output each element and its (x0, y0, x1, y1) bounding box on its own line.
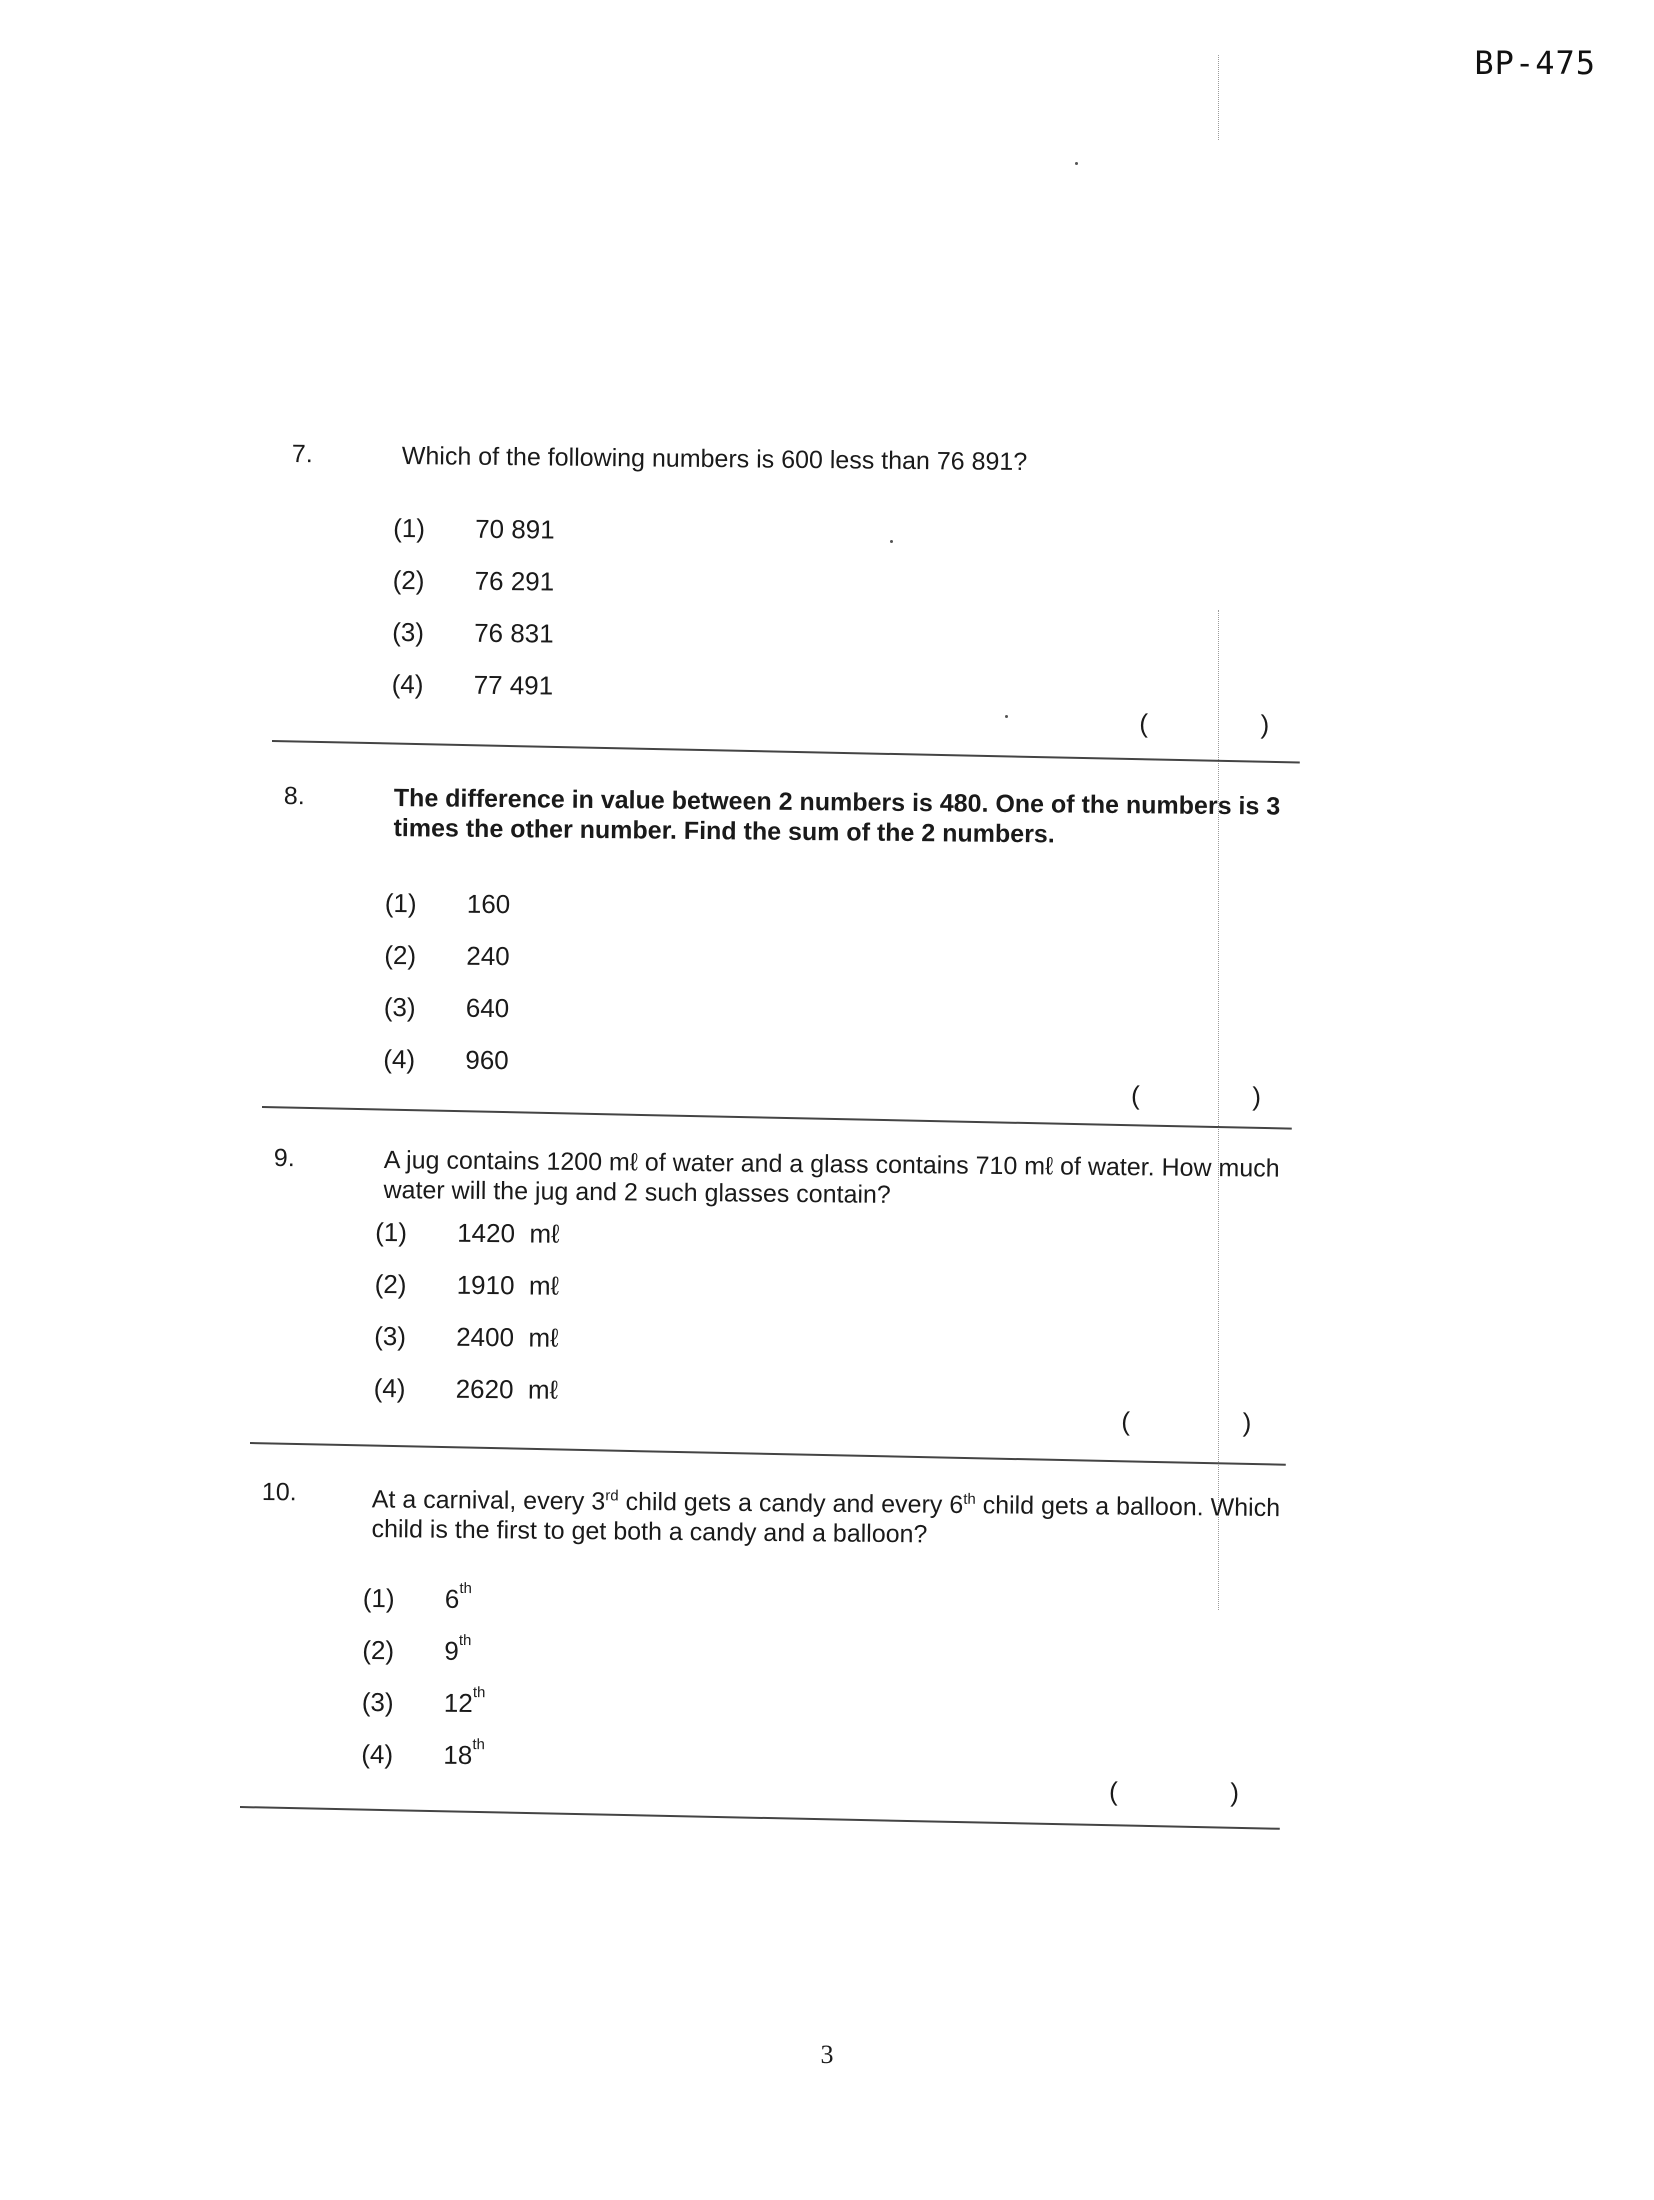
option-4 (361, 1736, 485, 1792)
question-10 (261, 1478, 1342, 1808)
option-number: (3) (383, 991, 416, 1023)
option-3 (374, 1321, 559, 1375)
scan-speck (1005, 715, 1008, 718)
answer-box-close: ) (1230, 1777, 1240, 1808)
question-number: 10. (261, 1478, 297, 1507)
option-list (383, 888, 510, 1097)
question-text: At a carnival, every 3rd child gets a candy and every 6th child gets a balloon. Which child is the first to get both a candy and a balloon? (371, 1485, 1281, 1549)
answer-box[interactable] (1121, 1406, 1251, 1438)
option-value: 2400 mℓ (456, 1321, 559, 1353)
question-9 (273, 1144, 1354, 1438)
option-1 (362, 1579, 486, 1636)
option-value: 1420 mℓ (457, 1217, 560, 1249)
option-value: 9th (444, 1631, 472, 1666)
option-value: 960 (465, 1044, 509, 1076)
question-number: 8. (283, 782, 305, 811)
option-number: (1) (393, 512, 426, 544)
question-divider (250, 1442, 1286, 1466)
scan-speck (890, 540, 893, 543)
answer-box[interactable] (1139, 708, 1269, 740)
option-3 (392, 617, 554, 671)
question-8 (283, 782, 1364, 1112)
question-divider (272, 740, 1300, 764)
option-number: (2) (362, 1634, 395, 1666)
page-number: 3 (820, 2040, 834, 2069)
option-list (373, 1217, 559, 1427)
answer-box-close: ) (1252, 1081, 1262, 1112)
option-value: 70 891 (475, 513, 555, 545)
document-code: BP-475 (1474, 44, 1596, 82)
option-3 (383, 992, 509, 1045)
option-value: 77 491 (473, 669, 554, 701)
question-divider (240, 1806, 1280, 1830)
answer-box-close: ) (1242, 1407, 1252, 1438)
answer-box-open: ( (1130, 1080, 1140, 1111)
option-2 (384, 940, 510, 993)
answer-box-close: ) (1260, 709, 1270, 740)
option-number: (3) (374, 1320, 407, 1352)
option-value: 2620 mℓ (455, 1373, 559, 1405)
option-list (361, 1579, 486, 1792)
option-4 (391, 669, 553, 723)
option-number: (4) (383, 1043, 416, 1075)
question-text: Which of the following numbers is 600 less than 76 891? (401, 442, 1028, 477)
option-list (391, 513, 555, 723)
option-number: (4) (373, 1372, 406, 1404)
option-value: 76 291 (474, 565, 555, 597)
scan-artifact-line (1218, 55, 1219, 140)
option-4 (383, 1044, 509, 1097)
answer-box-open: ( (1121, 1406, 1131, 1437)
option-number: (4) (391, 668, 424, 700)
question-text: The difference in value between 2 numbers is 480. One of the numbers is 3 times the other number. Find the sum of the 2 numbers. (393, 784, 1281, 849)
option-number: (4) (361, 1738, 394, 1770)
option-2 (392, 565, 554, 619)
answer-box-open: ( (1139, 708, 1149, 739)
option-value: 640 (465, 992, 510, 1024)
scan-speck (1075, 162, 1078, 165)
option-2 (362, 1631, 486, 1688)
option-2 (374, 1269, 559, 1323)
question-text: A jug contains 1200 mℓ of water and a glass contains 710 mℓ of water. How much water will the jug and 2 such glasses contain? (383, 1146, 1280, 1209)
option-value: 18th (443, 1736, 485, 1771)
option-number: (1) (384, 887, 417, 919)
option-number: (2) (384, 939, 417, 971)
question-number: 9. (273, 1144, 295, 1173)
option-number: (1) (375, 1216, 408, 1248)
option-value: 160 (466, 888, 511, 920)
option-number: (3) (392, 616, 425, 648)
answer-box[interactable] (1131, 1080, 1261, 1112)
option-number: (2) (392, 564, 425, 596)
question-number: 7. (291, 440, 313, 469)
option-value: 76 831 (474, 617, 554, 649)
option-3 (361, 1684, 486, 1740)
option-1 (375, 1217, 560, 1271)
option-value: 12th (443, 1684, 486, 1719)
option-1 (393, 513, 555, 567)
option-number: (1) (362, 1582, 395, 1614)
option-value: 1910 mℓ (456, 1269, 560, 1301)
option-number: (2) (374, 1268, 407, 1300)
option-1 (384, 888, 510, 941)
answer-box-open: ( (1108, 1776, 1118, 1807)
option-4 (373, 1373, 558, 1427)
answer-box[interactable] (1109, 1776, 1239, 1808)
option-value: 240 (466, 940, 510, 972)
option-number: (3) (361, 1686, 394, 1718)
question-7 (291, 440, 1372, 740)
option-value: 6th (444, 1579, 473, 1614)
